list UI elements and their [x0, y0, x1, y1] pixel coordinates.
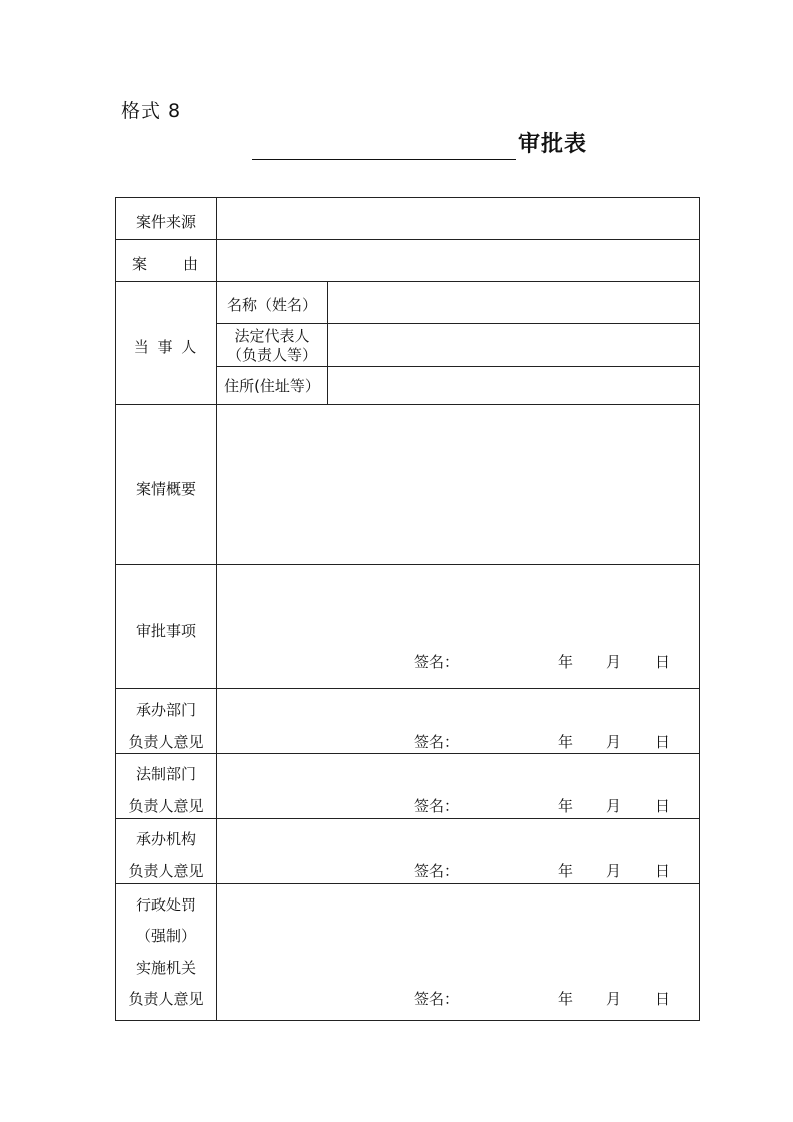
agency-opinion-label-line1: 承办机构: [135, 830, 196, 848]
month-label: 月: [606, 653, 622, 671]
case-summary-field[interactable]: [217, 405, 699, 564]
party-label: 当 事 人: [133, 338, 199, 356]
year-label: 年: [558, 797, 574, 815]
signature-label: 签名：: [414, 797, 460, 815]
table-border-right: [699, 197, 700, 1021]
legal-opinion-label-line2: 负责人意见: [128, 797, 204, 815]
enforce-label-line1: 行政处罚: [135, 896, 196, 914]
approval-items-label: 审批事项: [135, 622, 196, 640]
table-border-bottom: [115, 1020, 700, 1021]
format-label: 格式 8: [121, 100, 182, 122]
signature-label: 签名：: [414, 990, 460, 1008]
agency-opinion-label-line2: 负责人意见: [128, 862, 204, 880]
day-label: 日: [655, 990, 671, 1008]
signature-label: 签名：: [414, 733, 460, 751]
enforce-label-line4: 负责人意见: [128, 990, 204, 1008]
year-label: 年: [558, 990, 574, 1008]
day-label: 日: [655, 653, 671, 671]
party-rep-label-line1: 法定代表人: [234, 327, 310, 345]
party-name-label: 名称（姓名）: [226, 296, 317, 314]
enforce-label-line3: 实施机关: [135, 959, 196, 977]
year-label: 年: [558, 862, 574, 880]
year-label: 年: [558, 733, 574, 751]
month-label: 月: [606, 990, 622, 1008]
month-label: 月: [606, 862, 622, 880]
page-title: 审批表: [518, 132, 588, 157]
signature-label: 签名：: [414, 862, 460, 880]
month-label: 月: [606, 797, 622, 815]
party-rep-label-line2: （负责人等）: [226, 346, 317, 364]
day-label: 日: [655, 797, 671, 815]
year-label: 年: [558, 653, 574, 671]
title-blank-field[interactable]: [252, 129, 516, 160]
day-label: 日: [655, 862, 671, 880]
party-name-field[interactable]: [328, 282, 699, 323]
party-address-label: 住所(住址等）: [224, 377, 320, 395]
case-source-field[interactable]: [217, 198, 699, 239]
month-label: 月: [606, 733, 622, 751]
party-address-field[interactable]: [328, 367, 699, 404]
case-source-label: 案件来源: [135, 213, 196, 231]
legal-opinion-label-line1: 法制部门: [135, 765, 196, 783]
enforce-label-line2: （强制）: [135, 927, 196, 945]
party-rep-field[interactable]: [328, 324, 699, 366]
case-summary-label: 案情概要: [135, 480, 196, 498]
case-reason-label: 案 由: [131, 255, 200, 273]
dept-opinion-label-line1: 承办部门: [135, 701, 196, 719]
signature-label: 签名：: [414, 653, 460, 671]
case-reason-field[interactable]: [217, 240, 699, 281]
dept-opinion-label-line2: 负责人意见: [128, 733, 204, 751]
title-block: [252, 126, 587, 160]
day-label: 日: [655, 733, 671, 751]
